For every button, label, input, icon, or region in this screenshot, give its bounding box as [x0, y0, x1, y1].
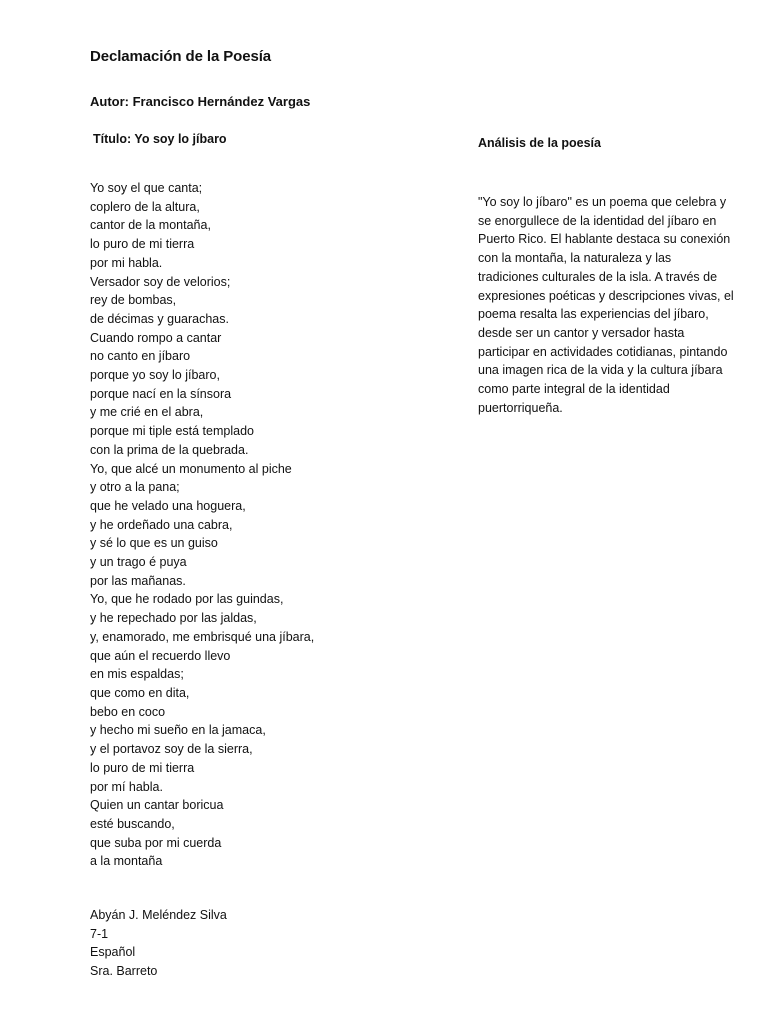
analysis-heading: Análisis de la poesía	[478, 136, 601, 150]
poem-line: a la montaña	[90, 854, 163, 869]
poem-line: lo puro de mi tierra	[90, 760, 195, 775]
poem-line: Cuando rompo a cantar	[90, 330, 222, 345]
poem-line: rey de bombas,	[90, 293, 177, 308]
poem-line: lo puro de mi tierra	[90, 237, 195, 252]
poem-line: y me crié en el abra,	[90, 405, 204, 420]
poem-line: de décimas y guarachas.	[90, 311, 229, 326]
poem-line: que como en dita,	[90, 685, 190, 700]
document-title: Declamación de la Poesía	[90, 48, 272, 65]
poem-title: Título: Yo soy lo jíbaro	[93, 132, 227, 146]
poem-line: que he velado una hoguera,	[90, 498, 246, 513]
poem-line: que suba por mi cuerda	[90, 835, 222, 850]
poem-line: coplero de la altura,	[90, 199, 200, 214]
poem-line: Yo, que he rodado por las guindas,	[90, 592, 284, 607]
student-name: Abyán J. Meléndez Silva	[90, 908, 227, 922]
poem-line: y hecho mi sueño en la jamaca,	[90, 723, 266, 738]
poem-line: y el portavoz soy de la sierra,	[90, 742, 253, 757]
poem-line: no canto en jíbaro	[90, 349, 191, 364]
poem-line: que aún el recuerdo llevo	[90, 648, 231, 663]
poem-line: porque mi tiple está templado	[90, 424, 254, 439]
poem-line: y, enamorado, me embrisqué una jíbara,	[90, 629, 315, 644]
poem-line: bebo en coco	[90, 704, 166, 719]
poem-line: y he repechado por las jaldas,	[90, 611, 257, 626]
poem-line: Yo, que alcé un monumento al piche	[90, 461, 292, 476]
student-signature-block	[90, 906, 227, 981]
teacher-name: Sra. Barreto	[90, 964, 158, 979]
author-line: Autor: Francisco Hernández Vargas	[90, 94, 311, 109]
poem-line: y otro a la pana;	[90, 480, 180, 495]
poem-body	[90, 179, 314, 871]
poem-line: esté buscando,	[90, 816, 175, 831]
poem-line: cantor de la montaña,	[90, 218, 211, 233]
poem-line: Quien un cantar boricua	[90, 798, 224, 813]
poem-line: por mi habla.	[90, 255, 163, 270]
student-group: 7-1	[90, 926, 109, 941]
poem-line: y un trago é puya	[90, 555, 187, 570]
poem-line: Versador soy de velorios;	[90, 274, 231, 289]
poem-line: porque nací en la sínsora	[90, 386, 232, 401]
poem-line: en mis espaldas;	[90, 667, 184, 682]
poem-line: y sé lo que es un guiso	[90, 536, 218, 551]
poem-line: Yo soy el que canta;	[90, 181, 203, 195]
analysis-paragraph: "Yo soy lo jíbaro" es un poema que celebra y se enorgullece de la identidad del jíbaro en Puerto Rico. El hablante destaca su conexión con la montaña, la naturaleza y las tradiciones culturales de la isla. A través de expresiones poéticas y descripciones vivas, el poema resalta las experiencias del jíbaro, desde ser un cantor y versador hasta participar en actividades cotidianas, pintando una imagen rica de la vida y la cultura jíbara como parte integral de la identidad puertorriqueña.	[478, 195, 734, 415]
poem-line: porque yo soy lo jíbaro,	[90, 368, 220, 383]
poem-line: y he ordeñado una cabra,	[90, 517, 233, 532]
subject-name: Español	[90, 945, 136, 960]
poem-line: con la prima de la quebrada.	[90, 442, 249, 457]
poem-line: por mí habla.	[90, 779, 163, 794]
poem-line: por las mañanas.	[90, 573, 186, 588]
